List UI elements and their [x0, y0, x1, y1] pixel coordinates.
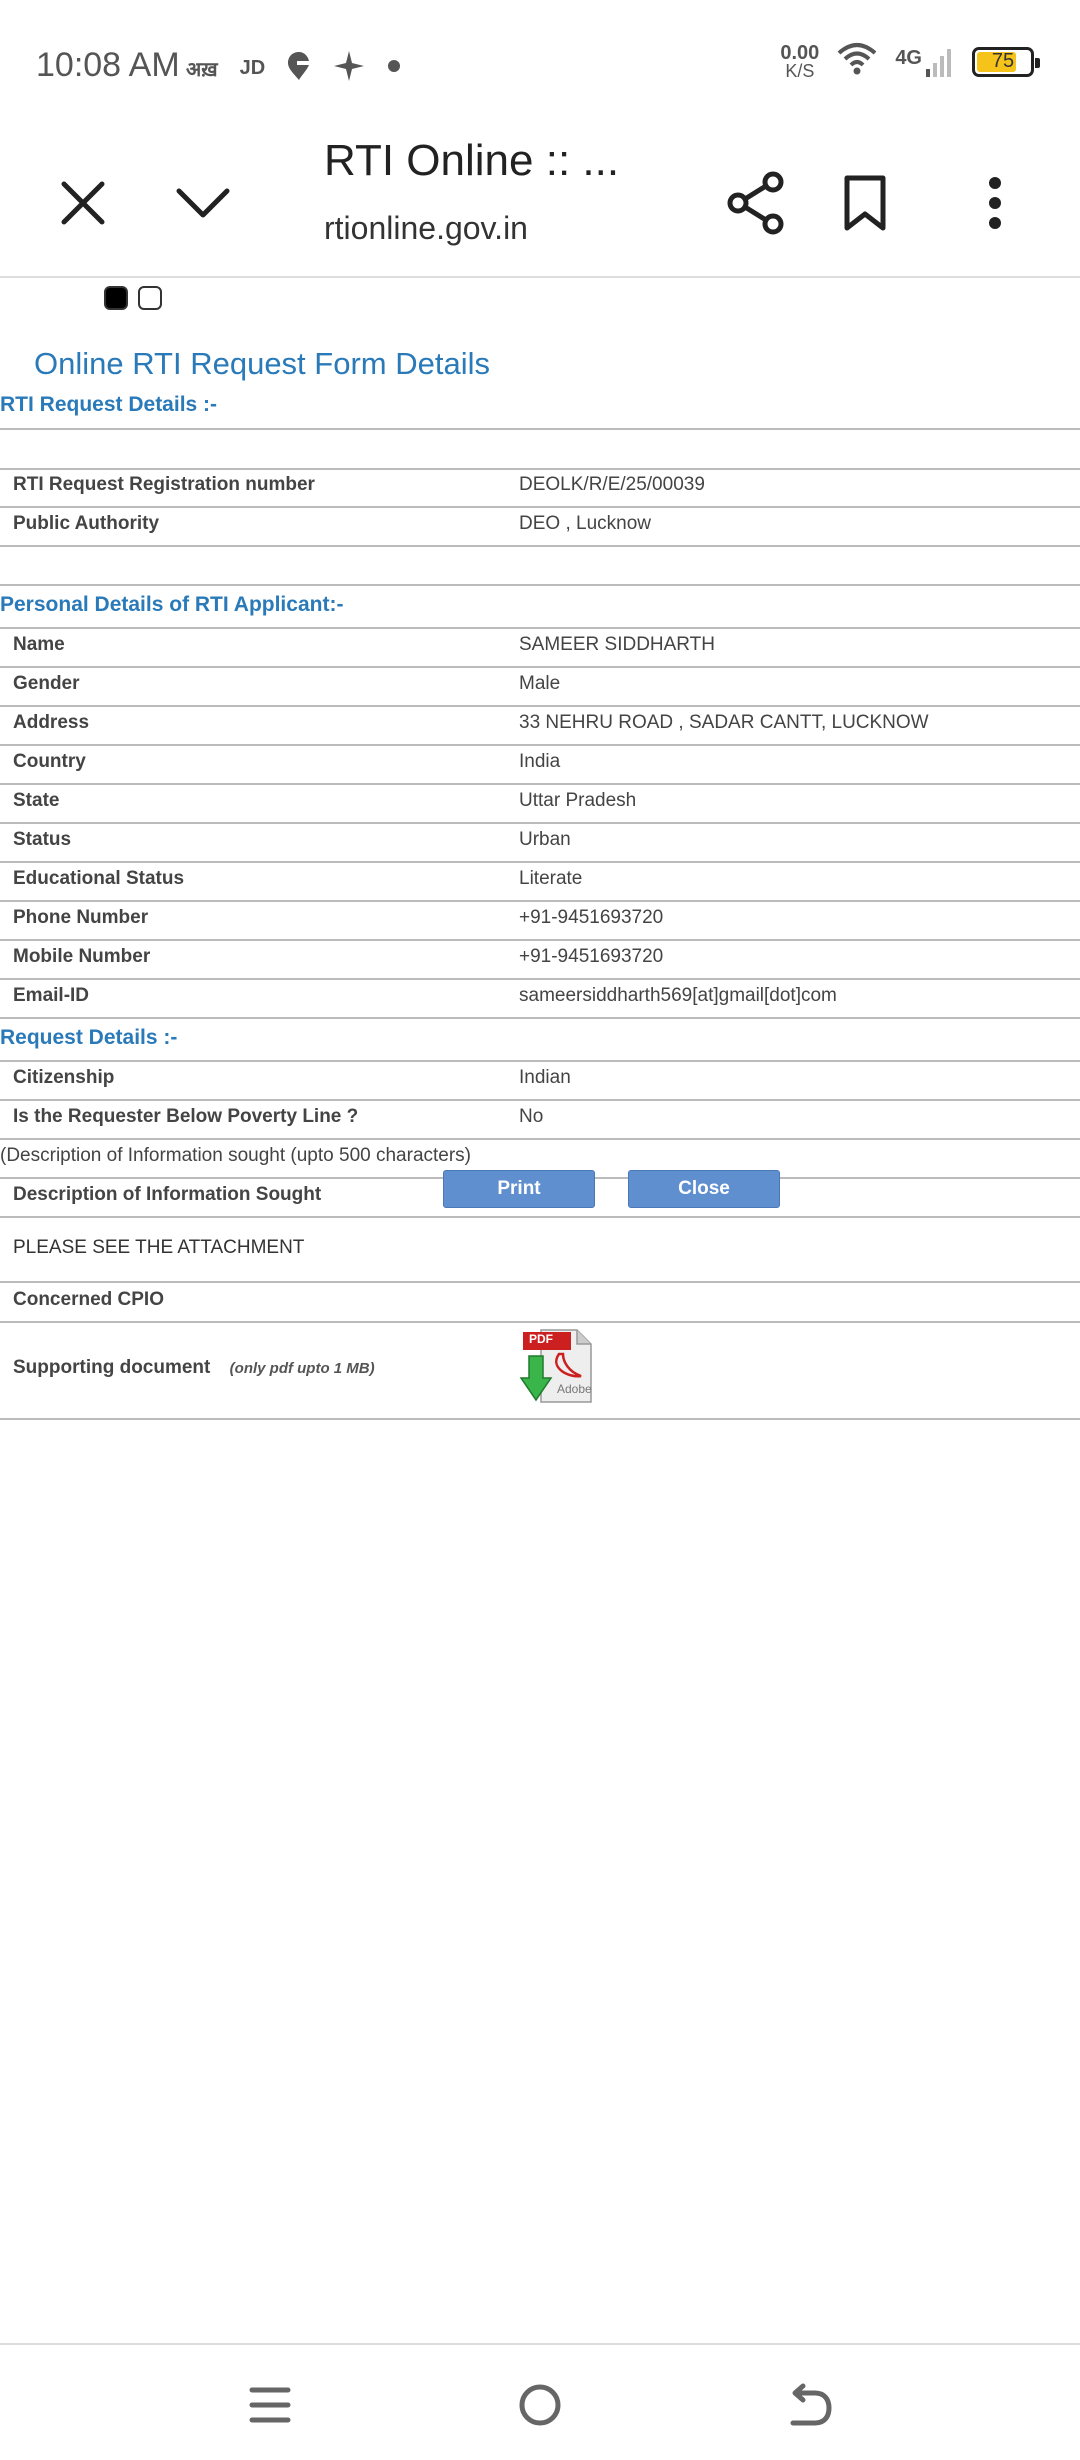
tab-switcher[interactable]	[104, 286, 162, 310]
menu-icon	[248, 2383, 292, 2427]
citizenship-label: Citizenship	[13, 1067, 115, 1088]
jd-icon: JD	[239, 57, 266, 79]
aadhaar-icon: अख़	[186, 59, 218, 81]
page-url[interactable]: rtionline.gov.in	[324, 210, 528, 246]
divider	[0, 861, 1080, 863]
wifi-icon	[837, 42, 877, 81]
divider	[0, 545, 1080, 547]
personal-label: Name	[13, 634, 65, 655]
divider	[0, 627, 1080, 629]
bookmark-button[interactable]	[820, 158, 910, 248]
personal-label: Address	[13, 712, 90, 733]
divider	[0, 666, 1080, 668]
personal-value: Literate	[519, 868, 583, 889]
personal-value: SAMEER SIDDHARTH	[519, 634, 716, 655]
sparkle-icon	[333, 50, 365, 87]
personal-label: Status	[13, 829, 72, 850]
home-icon	[518, 2383, 562, 2427]
personal-label: Gender	[13, 673, 80, 694]
personal-value: sameersiddharth569[at]gmail[dot]com	[519, 985, 837, 1006]
divider	[0, 1138, 1080, 1140]
bpl-value: No	[519, 1106, 544, 1127]
personal-label: Educational Status	[13, 868, 185, 889]
home-button[interactable]	[510, 2375, 570, 2435]
divider	[0, 1321, 1080, 1323]
divider	[0, 1099, 1080, 1101]
status-bar	[0, 0, 1080, 130]
browser-toolbar	[0, 130, 1080, 278]
net-speed-unit: K/S	[785, 60, 815, 81]
close-icon	[58, 178, 108, 228]
more-options-button[interactable]	[950, 158, 1040, 248]
citizenship-value: Indian	[519, 1067, 571, 1088]
personal-label: State	[13, 790, 60, 811]
battery-level: 75	[991, 50, 1015, 72]
divider	[0, 584, 1080, 586]
tab-indicator[interactable]	[138, 286, 162, 310]
personal-label: Mobile Number	[13, 946, 151, 967]
close-button[interactable]: Close	[628, 1170, 780, 1208]
divider	[0, 978, 1080, 980]
adobe-label: Adobe	[557, 1382, 592, 1396]
more-vert-icon	[987, 175, 1003, 231]
dot-icon	[387, 59, 401, 78]
section-request-details: RTI Request Details :-	[0, 393, 218, 416]
personal-label: Email-ID	[13, 985, 90, 1006]
system-nav-bar	[0, 2343, 1080, 2460]
status-right	[780, 42, 1034, 81]
share-icon	[726, 171, 786, 235]
battery-icon	[972, 47, 1034, 77]
supporting-document-note: (only pdf upto 1 MB)	[229, 1360, 375, 1377]
personal-value: Male	[519, 673, 561, 694]
authority-value: DEO , Lucknow	[519, 513, 651, 534]
personal-value: India	[519, 751, 561, 772]
divider	[0, 1060, 1080, 1062]
description-label: Description of Information Sought	[13, 1184, 322, 1205]
personal-value: +91-9451693720	[519, 946, 664, 967]
divider	[0, 1216, 1080, 1218]
divider	[0, 428, 1080, 430]
divider	[0, 900, 1080, 902]
share-button[interactable]	[711, 158, 801, 248]
minimize-button[interactable]	[158, 158, 248, 248]
divider	[0, 939, 1080, 941]
registration-value: DEOLK/R/E/25/00039	[519, 474, 705, 495]
pdf-badge: PDF	[529, 1332, 553, 1346]
divider	[0, 1418, 1080, 1420]
supporting-document-text: Supporting document	[13, 1357, 211, 1378]
notification-icons	[186, 50, 401, 87]
description-note: (Description of Information sought (upto 500 characters)	[0, 1145, 472, 1166]
personal-label: Phone Number	[13, 907, 149, 928]
divider	[0, 822, 1080, 824]
tab-indicator-active[interactable]	[104, 286, 128, 310]
recent-apps-button[interactable]	[240, 2375, 300, 2435]
section-personal-details: Personal Details of RTI Applicant:-	[0, 593, 344, 616]
pdf-download-link[interactable]	[519, 1328, 595, 1409]
description-value: PLEASE SEE THE ATTACHMENT	[13, 1237, 305, 1258]
divider	[0, 506, 1080, 508]
cpio-label: Concerned CPIO	[13, 1289, 164, 1310]
registration-label: RTI Request Registration number	[13, 474, 315, 495]
divider	[0, 744, 1080, 746]
swiggy-icon	[287, 51, 311, 86]
status-time: 10:08 AM	[36, 46, 180, 84]
personal-label: Country	[13, 751, 86, 772]
authority-label: Public Authority	[13, 513, 160, 534]
bookmark-icon	[843, 174, 887, 232]
personal-value: Urban	[519, 829, 571, 850]
divider	[0, 1017, 1080, 1019]
cellular-icon	[895, 47, 954, 77]
back-icon	[787, 2383, 833, 2427]
net-speed	[780, 41, 820, 81]
close-tab-button[interactable]	[38, 158, 128, 248]
back-button[interactable]	[780, 2375, 840, 2435]
divider	[0, 1281, 1080, 1283]
divider	[0, 468, 1080, 470]
chevron-down-icon	[175, 185, 231, 221]
net-speed-value: 0.00	[780, 41, 820, 64]
form-title: Online RTI Request Form Details	[34, 346, 490, 381]
bpl-label: Is the Requester Below Poverty Line ?	[13, 1106, 359, 1127]
divider	[0, 705, 1080, 707]
network-type: 4G	[895, 46, 922, 69]
page-title: RTI Online :: ...	[324, 136, 620, 185]
section-request-info: Request Details :-	[0, 1026, 178, 1049]
personal-value: 33 NEHRU ROAD , SADAR CANTT, LUCKNOW	[519, 712, 929, 733]
divider	[0, 783, 1080, 785]
print-button[interactable]: Print	[443, 1170, 595, 1208]
personal-value: Uttar Pradesh	[519, 790, 637, 811]
supporting-document-label	[13, 1357, 375, 1379]
personal-value: +91-9451693720	[519, 907, 664, 928]
